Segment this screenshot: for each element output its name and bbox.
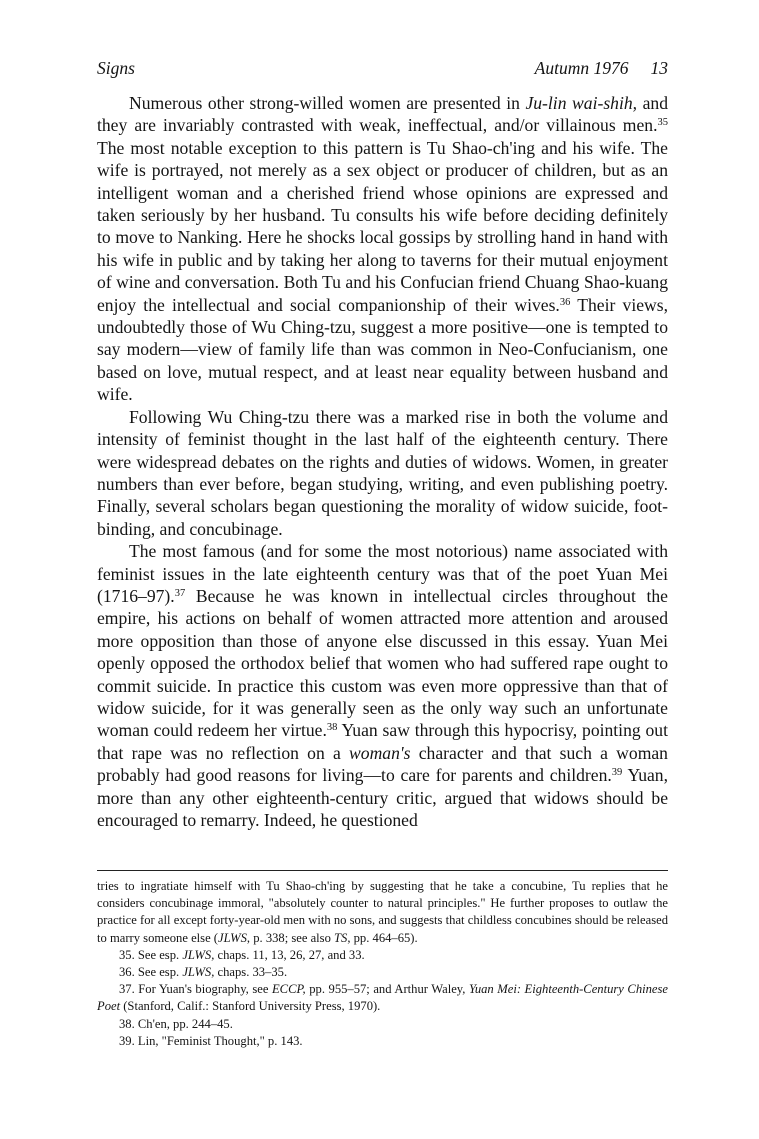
fn35-text-b: chaps. 11, 13, 26, 27, and 33. [214,947,365,962]
note-ref-38: 38 [326,722,338,734]
p3-text-b: Because he was known in intellectual circles throughout the empire, his actions on behalf of women attracted more attention and aroused more opposition than those of anyone else discussed in this essay. Yuan Mei openly opposed the orthodox belief that women who had suffered rape ought to commit suicide. In practice this custom was even more oppressive than that of widow suicide, for it was generally seen as the only way such an unfortunate woman could redeem her virtue. [97,585,668,741]
fn-cont-jlws: JLWS [218,930,247,945]
footnote-continued [97,878,668,947]
footnote-38: 38. Ch'en, pp. 244–45. [119,1016,233,1031]
fn37-text-a: 37. For Yuan's biography, see [119,982,272,997]
p1-text-b: and they are invariably contrasted with weak, ineffectual, and/or villainous men. [97,93,668,136]
p3-text-d: character and that such a woman probably had good reasons for living—to care for parents and children. [97,742,668,786]
paragraph-3 [97,540,668,831]
page-number [651,58,669,78]
p3-text-a: The most famous (and for some the most notorious) name associated with feminist issues in the late eighteenth century was that of the poet Yuan Mei (1716–97). [97,541,668,606]
p3-emphasis: woman's [349,742,411,763]
fn37-text-b: pp. 955–57; and Arthur Waley, [305,982,469,997]
issue-date: Autumn 1976 [534,58,629,78]
fn36-text-b: chaps. 33–35. [214,965,288,980]
footnote-36 [97,964,668,981]
note-ref-37: 37 [174,587,186,599]
footnote-rule [97,870,668,871]
running-header [97,58,668,82]
footnote-39: 39. Lin, "Feminist Thought," p. 143. [119,1033,303,1048]
fn36-text-a: 36. See esp. [119,965,183,980]
fn-cont-text-a: tries to ingratiate himself with Tu Shao-ch'ing by suggesting that he take a concubine, Tu replies that he considers concubinage immoral, "absolutely counter to natural principles." He further proposes to outlaw the practice for all except forty-year-old men with no sons, and suggests that childless concubines should be released to marry someone else ( [97,879,668,945]
fn37-eccp: ECCP, [271,982,306,997]
note-ref-39: 39 [611,767,623,779]
journal-title: Signs [97,58,135,78]
fn35-text-a: 35. See esp. [119,947,183,962]
p1-text-a: Numerous other strong-willed women are presented in [129,93,526,113]
fn-cont-ts: TS [334,930,348,945]
body-text [97,92,668,831]
header-right [535,58,668,79]
paragraph-2: Following Wu Ching-tzu there was a marked rise in both the volume and intensity of feminist thought in the last half of the eighteenth century. There were widespread debates on the rights and duties of widows. Women, in greater numbers than ever before, began studying, writing, and even publishing poetry. Finally, several scholars began questioning the morality of widow suicide, foot-binding, and concubinage. [97,406,668,539]
note-ref-35: 35 [657,117,668,129]
p3-text-c: Yuan saw through this hypocrisy, pointing out that rape was no reflection on a [97,720,668,763]
fn37-text-c: (Stanford, Calif.: Stanford University Press, 1970). [120,999,381,1014]
footnote-35 [97,947,668,964]
fn37-book-title: Yuan Mei: Eighteenth-Century Chinese Poet [97,982,668,1014]
footnotes [97,878,668,1050]
footnote-37 [97,981,668,1015]
note-ref-36: 36 [559,296,571,308]
fn36-jlws: JLWS, [182,965,215,980]
p1-title-ju-lin: Ju-lin wai-shih, [525,93,638,113]
p1-text-c: The most notable exception to this pattern is Tu Shao-ch'ing and his wife. The wife is portrayed, not merely as a sex object or producer of children, but as an intelligent woman and a cherished friend whose opinions are expressed and taken seriously by her husband. Tu consults his wife before deciding definitely to move to Nanking. Here he shocks local gossips by strolling hand in hand with his wife in public and by taking her along to taverns for their mutual enjoyment of wine and conversation. Both Tu and his Confucian friend Chuang Shao-kuang enjoy the intellectual and social companionship of their wives. [97,137,668,315]
fn35-jlws: JLWS, [182,947,215,962]
fn-cont-text-c: , pp. 464–65). [347,930,418,945]
p3-text-e: Yuan, more than any other eighteenth-century critic, argued that widows should be encouraged to remarry. Indeed, he questioned [97,765,668,830]
paragraph-1 [97,92,668,406]
fn-cont-text-b: , p. 338; see also [246,930,335,945]
p1-text-d: Their views, undoubtedly those of Wu Ching-tzu, suggest a more positive—one is tempted to say modern—view of family life than was common in Neo-Confucianism, one based on love, mutual respect, and at least near equality between husband and wife. [97,294,669,405]
page-number-text: 13 [650,58,668,78]
